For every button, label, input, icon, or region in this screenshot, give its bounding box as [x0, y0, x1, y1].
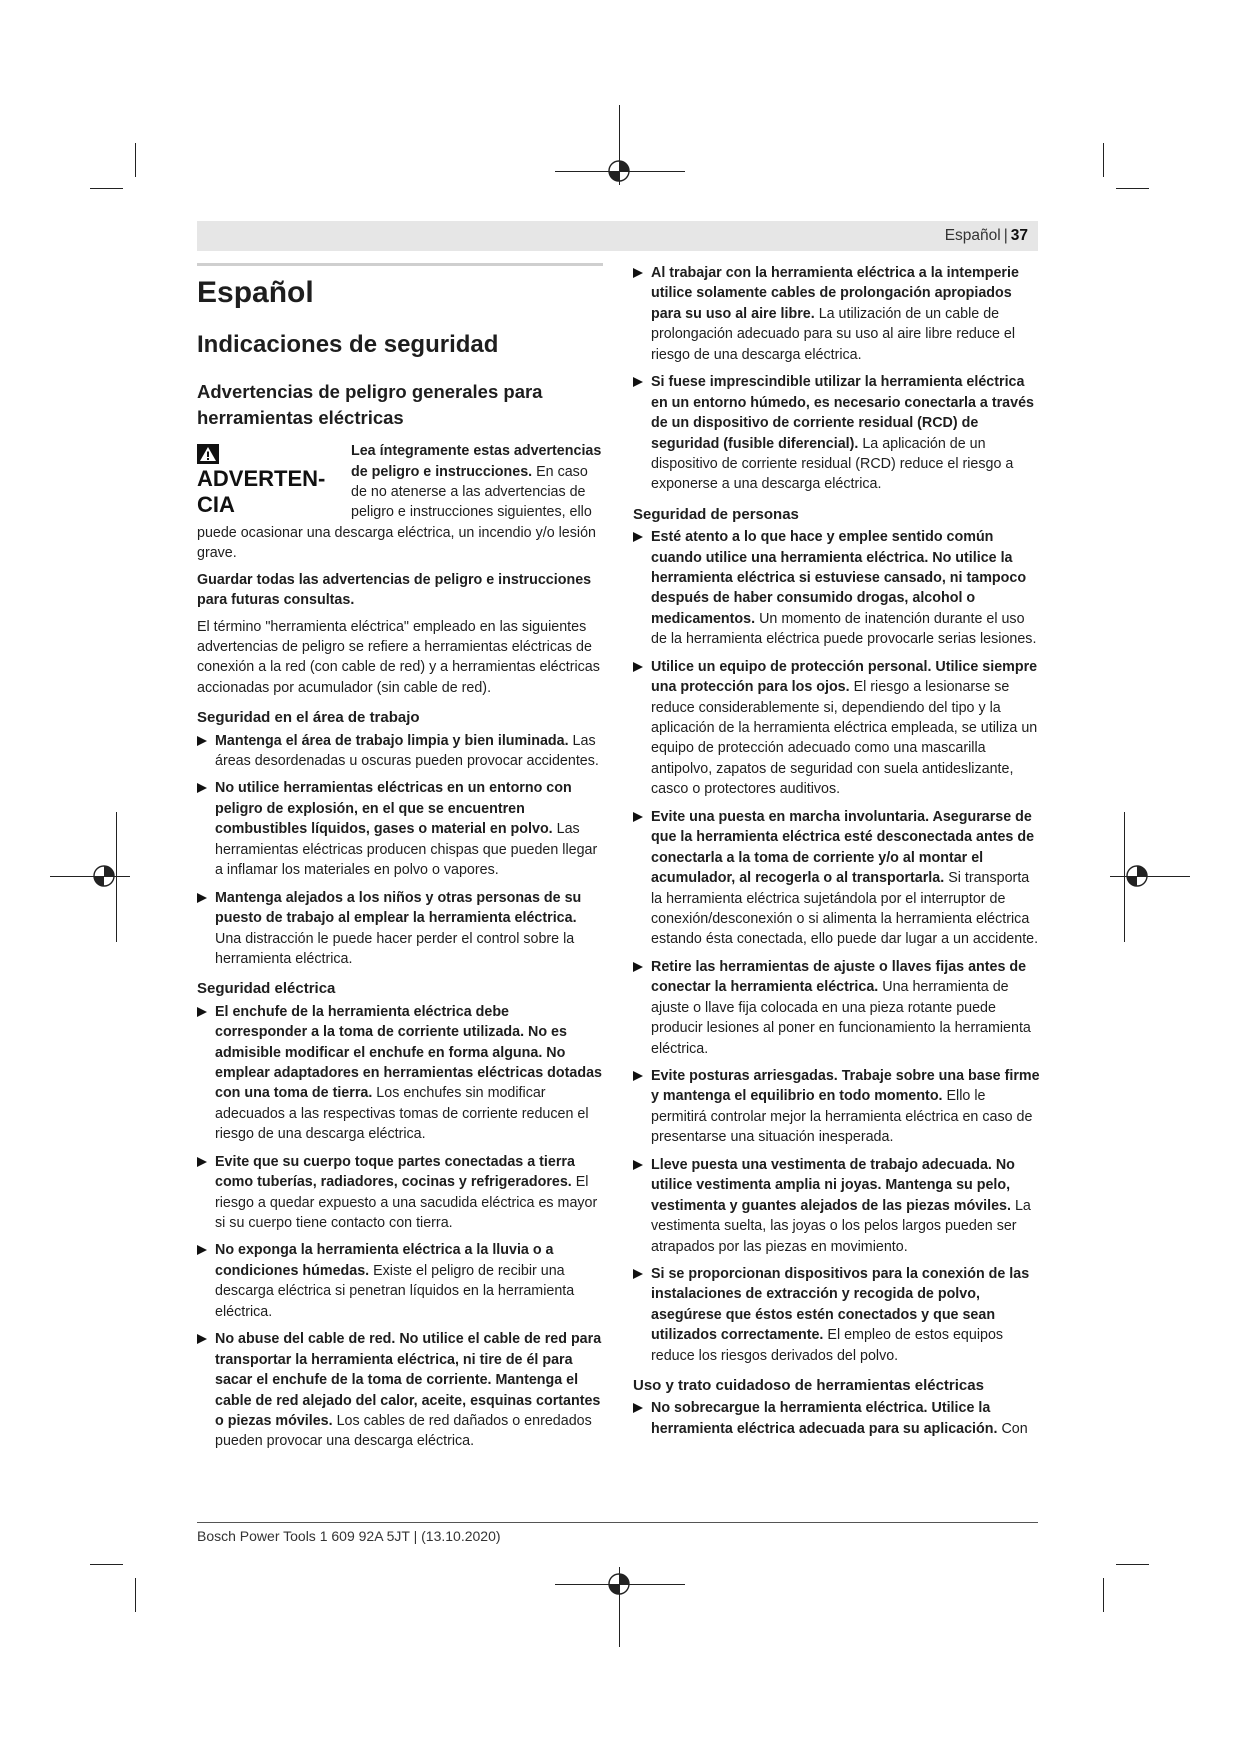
- safety-item: [633, 1398, 1043, 1439]
- crop-mark: [135, 1578, 136, 1612]
- safety-item-text: Las herramientas eléctricas producen chispas que pueden llegar a inflamar los materiales en polvo o vapores.: [215, 821, 598, 879]
- safety-item: [197, 1002, 603, 1145]
- safety-item: [197, 1240, 603, 1322]
- bullet-arrow-icon: [197, 893, 207, 903]
- safety-item-bold: No exponga la herramienta eléctrica a la lluvia o a condiciones húmedas.: [215, 1242, 554, 1279]
- crop-mark: [90, 1564, 123, 1565]
- crop-mark: [1116, 1564, 1149, 1565]
- right-column: [633, 263, 1043, 1446]
- safety-item: [633, 1264, 1043, 1366]
- safety-item-text: El riesgo a lesionarse se reduce considerablemente si, dependiendo del tipo y la aplicación de la herramienta eléctrica empleada, se utiliza un equipo de protección adecuado como una mascarilla antipolvo, zapatos de seguridad con suela antideslizante, casco o protectores auditivos.: [651, 679, 1038, 798]
- header-text: [945, 227, 1028, 245]
- safety-item-text: Una distracción le puede hacer perder el control sobre la herramienta eléctrica.: [215, 930, 575, 967]
- safety-item-bold: Si se proporcionan dispositivos para la conexión de las instalaciones de extracción y recogida de polvo, asegúrese que éstos estén conectados y que sean utilizados correctamente.: [651, 1265, 1030, 1344]
- header-language: Español: [944, 227, 1001, 244]
- crop-mark: [1103, 1578, 1104, 1612]
- title-rule: [197, 263, 603, 266]
- safety-item-bold: Evite posturas arriesgadas. Trabaje sobre una base firme y mantenga el equilibrio en todo momento.: [651, 1068, 1040, 1105]
- bullet-arrow-icon: [633, 532, 643, 542]
- bullet-arrow-icon: [633, 1269, 643, 1279]
- registration-target-icon: [92, 864, 116, 888]
- safety-item-bold: Retire las herramientas de ajuste o llaves fijas antes de conectar la herramienta eléctrica.: [651, 958, 1027, 996]
- safety-item-text: El empleo de estos equipos reduce los riesgos derivados del polvo.: [651, 1327, 1004, 1364]
- crop-mark: [1116, 188, 1149, 189]
- safety-item-bold: Evite una puesta en marcha involuntaria. Asegurarse de que la herramienta eléctrica esté desconectada antes de conectarla a la toma de corriente y/o al montar el acumulador, al recogerla o al transportarla.: [651, 808, 1035, 887]
- safety-item-bold: Evite que su cuerpo toque partes conectadas a tierra como tuberías, radiadores, cocinas y refrigeradores.: [215, 1153, 575, 1191]
- safety-item-bold: Mantenga el área de trabajo limpia y bien iluminada.: [215, 732, 569, 749]
- crop-mark: [135, 143, 136, 177]
- safety-item: [633, 372, 1043, 495]
- safety-item: [197, 888, 603, 970]
- safety-item-text: Ello le permitirá controlar mejor la herramienta eléctrica en caso de presentarse una situación inesperada.: [651, 1088, 1033, 1146]
- safety-item-text: La vestimenta suelta, las joyas o los pelos largos pueden ser atrapados por las piezas en movimiento.: [651, 1197, 1031, 1255]
- warning-bold-text: Lea íntegramente estas advertencias de peligro e instrucciones.: [351, 443, 602, 480]
- safety-item-text: Los cables de red dañados o enredados pueden provocar una descarga eléctrica.: [215, 1412, 592, 1450]
- keep-instructions-notice: Guardar todas las advertencias de peligro e instrucciones para futuras consultas.: [197, 571, 592, 609]
- safety-item-text: Si transporta la herramienta eléctrica sujetándola por el interruptor de conexión/desconexión o si alimenta la herramienta eléctrica estando ésta conectada, ello puede dar lugar a un accidente.: [651, 870, 1039, 948]
- safety-item-bold: No utilice herramientas eléctricas en un entorno con peligro de explosión, en el que se encuentren combustibles líquidos, gases o material en polvo.: [215, 780, 572, 838]
- safety-item-bold: Esté atento a lo que hace y emplee sentido común cuando utilice una herramienta eléctrica. No utilice la herramienta eléctrica si estuviese cansado, ni tampoco después de haber consumido drogas, alcohol o medicamentos.: [651, 529, 1027, 627]
- safety-item-bold: No abuse del cable de red. No utilice el cable de red para transportar la herramienta eléctrica, ni tire de él para sacar el enchufe de la toma de corriente. Mantenga el cable de red alejado del calor, aceite, esquinas cortantes o piezas móviles.: [215, 1331, 602, 1429]
- bullet-arrow-icon: [633, 1071, 643, 1081]
- safety-item: [633, 263, 1043, 365]
- warning-label-text: ADVERTEN- CIA: [197, 466, 326, 517]
- registration-line: [116, 812, 117, 942]
- warning-label: [197, 441, 347, 517]
- safety-item-bold: Al trabajar con la herramienta eléctrica a la intemperie utilice solamente cables de prolongación apropiados para su uso al aire libre.: [651, 265, 1019, 322]
- safety-item-bold: Utilice un equipo de protección personal. Utilice siempre una protección para los ojos.: [651, 658, 1038, 696]
- safety-item-bold: Lleve puesta una vestimenta de trabajo adecuada. No utilice vestimenta amplia ni joyas. Mantenga su pelo, vestimenta y guantes alejados de las piezas móviles.: [651, 1156, 1015, 1214]
- bullet-arrow-icon: [197, 736, 207, 746]
- section-title: Indicaciones de seguridad: [197, 330, 499, 358]
- safety-item-bold: No sobrecargue la herramienta eléctrica. Utilice la herramienta eléctrica adecuada para su aplicación.: [651, 1400, 998, 1437]
- bullet-arrow-icon: [633, 1403, 643, 1413]
- work-area-heading: Seguridad en el área de trabajo: [197, 709, 420, 727]
- safety-item-text: Una herramienta de ajuste o llave fija colocada en una pieza rotante puede producir lesiones al poner en funcionamiento la herramienta eléctrica.: [651, 979, 1031, 1057]
- registration-target-icon: [1125, 864, 1149, 888]
- safety-item-text: La aplicación de un dispositivo de corriente residual (RCD) reduce el riesgo a exponerse a una descarga eléctrica.: [651, 435, 1014, 493]
- safety-item-text: El riesgo a quedar expuesto a una sacudida eléctrica es mayor si su cuerpo tiene contacto con tierra.: [215, 1174, 598, 1232]
- tools-heading: Uso y trato cuidadoso de herramientas eléctricas: [633, 1377, 984, 1395]
- term-paragraph: El término "herramienta eléctrica" empleado en las siguientes advertencias de peligro se refiere a herramientas eléctricas de conexión a la red (con cable de red) y a herramientas eléctricas accionadas por acumulador (sin cable de red).: [197, 618, 600, 696]
- bullet-arrow-icon: [633, 268, 643, 278]
- registration-line: [1110, 876, 1190, 877]
- left-column: [197, 263, 603, 1459]
- bullet-arrow-icon: [633, 377, 643, 387]
- persons-heading: Seguridad de personas: [633, 505, 799, 523]
- footer-text: Bosch Power Tools 1 609 92A 5JT | (13.10.2020): [197, 1528, 501, 1544]
- page-number: 37: [1010, 227, 1028, 244]
- bullet-arrow-icon: [197, 1007, 207, 1017]
- bullet-arrow-icon: [197, 783, 207, 793]
- safety-item-bold: Mantenga alejados a los niños y otras personas de su puesto de trabajo al emplear la herramienta eléctrica.: [215, 889, 582, 927]
- bullet-arrow-icon: [197, 1334, 207, 1344]
- safety-item: [197, 778, 603, 880]
- warning-block: [197, 441, 603, 570]
- crop-mark: [90, 188, 123, 189]
- bullet-arrow-icon: [633, 812, 643, 822]
- safety-item: [633, 527, 1043, 650]
- crop-mark: [1103, 143, 1104, 177]
- safety-item: [633, 807, 1043, 950]
- footer-rule: [197, 1522, 1038, 1523]
- registration-line: [50, 876, 130, 877]
- page-title: Español: [197, 276, 314, 309]
- registration-target-icon: [607, 159, 631, 183]
- bullet-arrow-icon: [633, 1160, 643, 1170]
- safety-item: [197, 731, 603, 772]
- safety-item-bold: Si fuese imprescindible utilizar la herramienta eléctrica en un entorno húmedo, es necesario conectarla a través de un dispositivo de corriente residual (RCD) de seguridad (fusible diferencial).: [651, 374, 1034, 452]
- safety-item-bold: El enchufe de la herramienta eléctrica debe corresponder a la toma de corriente utilizada. No es admisible modificar el enchufe en forma alguna. No emplear adaptadores en herramientas eléctricas dotadas con una toma de tierra.: [215, 1003, 602, 1102]
- safety-item: [633, 657, 1043, 800]
- registration-target-icon: [607, 1572, 631, 1596]
- safety-item-text: Un momento de inatención durante el uso de la herramienta eléctrica puede provocarle serias lesiones.: [651, 610, 1037, 648]
- electrical-heading: Seguridad eléctrica: [197, 980, 336, 998]
- safety-item: [197, 1329, 603, 1452]
- header-divider: |: [1003, 227, 1008, 244]
- page-header: [197, 221, 1038, 251]
- safety-item-text: Las áreas desordenadas u oscuras pueden provocar accidentes.: [215, 732, 599, 770]
- bullet-arrow-icon: [633, 662, 643, 672]
- safety-item-text: Los enchufes sin modificar adecuados a las respectivas tomas de corriente reducen el riesgo de una descarga eléctrica.: [215, 1085, 589, 1143]
- safety-item: [633, 957, 1043, 1059]
- warning-triangle-icon: [197, 444, 219, 464]
- safety-item-text: Con: [1001, 1420, 1028, 1437]
- bullet-arrow-icon: [197, 1157, 207, 1167]
- bullet-arrow-icon: [633, 962, 643, 972]
- safety-item-text: Existe el peligro de recibir una descarga eléctrica si penetran líquidos en la herramienta eléctrica.: [215, 1262, 575, 1320]
- bullet-arrow-icon: [197, 1245, 207, 1255]
- safety-item-text: La utilización de un cable de prolongación adecuado para su uso al aire libre reduce el riesgo de una descarga eléctrica.: [651, 305, 1016, 363]
- subsection-title: Advertencias de peligro generales para herramientas eléctricas: [197, 381, 543, 429]
- safety-item: [197, 1152, 603, 1234]
- warning-text: En caso de no atenerse a las advertencias de peligro e instrucciones siguientes, ello puede ocasionar una descarga eléctrica, un incendio y/o lesión grave.: [197, 463, 596, 562]
- safety-item: [633, 1155, 1043, 1257]
- safety-item: [633, 1066, 1043, 1148]
